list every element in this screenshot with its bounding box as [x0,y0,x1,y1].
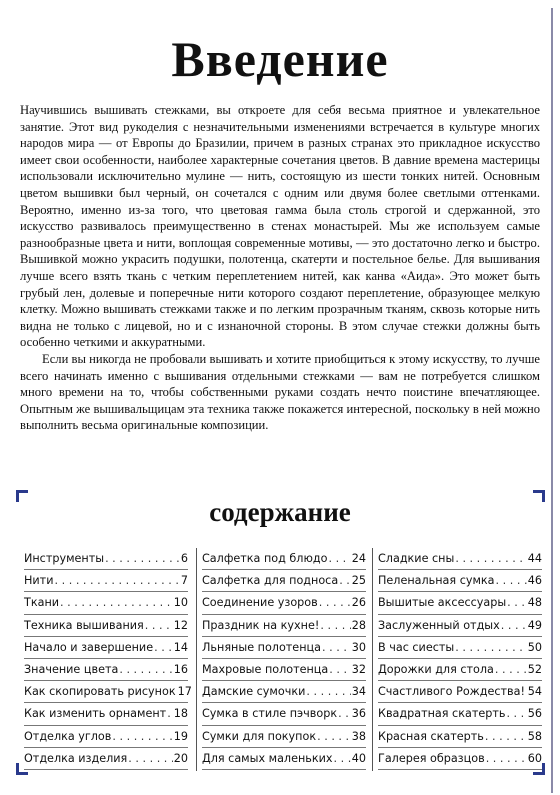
toc-column-divider [372,548,373,771]
toc-leader-dots [338,707,351,720]
toc-entry-label: Праздник на кухне! [202,618,320,632]
toc-entry-label: Дорожки для стола [378,662,494,676]
toc-entry-page: 10 [173,596,188,610]
toc-entry-page: 36 [351,707,366,721]
toc-leader-dots [320,619,350,632]
toc-entry[interactable] [378,570,542,592]
intro-paragraph: Научившись вышивать стежками, вы откроете для себя весьма приятное и увлекательное занятие. Этот вид рукоделия с незначительными изменениями встречается в культуре многих народов мира — от Европы до Бразилии, причем в разных странах это прикладное искусство имеет свои особенности, наиболее характерные сочетания цветов. В давние времена мастерицы использовали исключительно мулине — нить, состоящую из шести тонких нитей. Основным цветом вышивки был черный, он сочетался с одним или двумя более светлыми оттенками. Вероятно, именно из-за того, что цветовая гамма была столь строгой и сдержанной, это искусство развивалось преимущественно в стенах монастырей. Мы же используем самые разнообразные цвета и нити, воплощая современные мотивы, — это достаточно легко и быстро. Вышивкой можно украсить подушки, полотенца, скатерти и постельное белье. Для вышивания лучше всего взять ткань с четким переплетением нитей, как канва «Аида». Это может быть грубый лен, долевые и поперечные нити которого создают переплетение, образующее мелкую клетку. Можно вышивать стежками также и по легким прозрачным тканям, сквозь которые нить видна не только с лицевой, но и с изнаночной стороны. В этом случае стежки должны быть особенно четкими и аккуратными. [20,103,540,350]
toc-entry-label: Отделка углов [24,729,112,743]
toc-entry-label: Счастливого Рождества! [378,685,525,699]
toc-entry[interactable] [202,592,366,614]
page-edge-rule [551,8,553,793]
toc-entry-label: Льняные полотенца [202,640,321,654]
intro-text [20,102,540,434]
toc-heading: содержание [209,497,351,527]
toc-entry[interactable] [24,703,188,725]
toc-entry[interactable] [378,726,542,748]
toc-entry-page: 49 [527,618,542,632]
toc-entry-page: 60 [527,751,542,765]
toc-leader-dots [485,730,527,743]
toc-entry[interactable] [378,548,542,570]
toc-entry[interactable] [202,548,366,570]
toc-entry-label: Как изменить орнамент [24,707,167,721]
toc-entry-label: Салфетка под блюдо [202,552,328,565]
toc-entry[interactable] [378,703,542,725]
toc-entry-label: Сумка в стиле пэчворк [202,707,338,721]
toc-entry-label: Сладкие сны [378,552,455,565]
toc-entry-page: 17 [177,685,192,699]
toc-entry-page: 38 [351,729,366,743]
toc-leader-dots [128,752,173,765]
toc-entry[interactable] [378,637,542,659]
toc-leader-dots [112,730,172,743]
toc-entry-page: 6 [180,552,188,565]
toc-leader-dots [495,663,527,676]
toc-entry[interactable] [202,659,366,681]
toc-entry[interactable] [378,659,542,681]
toc-entry[interactable] [202,570,366,592]
toc-entry[interactable] [378,592,542,614]
toc-entry[interactable] [378,681,542,703]
toc-leader-dots [501,619,527,632]
toc-entry[interactable] [24,615,188,637]
toc-leader-dots [507,596,527,609]
toc-leader-dots [154,641,173,654]
toc-entry[interactable] [202,637,366,659]
toc-entry-label: Дамские сумочки [202,685,306,699]
toc-entry[interactable] [24,726,188,748]
toc-leader-dots [60,596,173,609]
toc-entry-label: Махровые полотенца [202,662,329,676]
toc-leader-dots [328,552,350,565]
toc-entry-page: 54 [527,685,542,699]
toc-entry-label: Для самых маленьких [202,751,333,765]
toc-entry[interactable] [24,592,188,614]
toc-entry-label: Начало и завершение [24,640,154,654]
toc-entry-label: Квадратная скатерть [378,707,506,721]
toc-leader-dots [455,641,527,654]
toc-leader-dots [506,707,526,720]
toc-entry-page: 46 [527,574,542,588]
toc-column-divider [196,548,197,771]
toc-leader-dots [319,596,351,609]
toc-entry-page: 44 [527,552,542,565]
toc-leader-dots [496,574,527,587]
toc-entry[interactable] [202,726,366,748]
page-title: Введение [171,31,389,87]
toc-entry-page: 56 [527,707,542,721]
toc-entry[interactable] [24,570,188,592]
toc-entry-page: 50 [527,640,542,654]
toc-entry-page: 52 [527,662,542,676]
toc-leader-dots [334,752,351,765]
toc-entry[interactable] [202,748,366,770]
toc-leader-dots [526,685,527,698]
toc-entry-label: Пеленальная сумка [378,574,495,588]
toc-entry[interactable] [24,748,188,770]
toc-entry[interactable] [24,681,192,703]
toc-leader-dots [145,619,173,632]
toc-leader-dots [167,707,173,720]
toc-entry-label: Значение цвета [24,662,119,676]
toc-leader-dots [339,574,351,587]
toc-leader-dots [119,663,172,676]
toc-leader-dots [306,685,350,698]
toc-entry[interactable] [24,637,188,659]
toc-entry[interactable] [378,615,542,637]
toc-entry-page: 48 [527,596,542,610]
toc-entry-page: 19 [173,729,188,743]
toc-leader-dots [317,730,351,743]
toc-entry[interactable] [378,748,542,770]
toc-entry[interactable] [24,548,188,570]
toc-entry-label: Сумки для покупок [202,729,317,743]
toc-entry-label: Нити [24,574,54,588]
toc-leader-dots [455,552,526,565]
toc-entry-page: 7 [180,574,188,588]
toc-entry-label: Галерея образцов [378,751,485,765]
toc-entry-label: Техника вышивания [24,618,144,632]
toc-entry-page: 32 [351,662,366,676]
toc-entry-page: 26 [351,596,366,610]
toc-entry-page: 24 [351,552,366,565]
toc-entry-page: 16 [173,662,188,676]
toc-entry[interactable] [202,681,366,703]
toc-entry-page: 30 [351,640,366,654]
toc-leader-dots [329,663,350,676]
toc-leader-dots [486,752,527,765]
toc-entry-label: В час сиесты [378,640,455,654]
toc-column-3 [378,548,542,770]
toc-column-1 [24,548,192,770]
toc-column-2 [202,548,366,770]
toc-entry[interactable] [24,659,188,681]
toc-entry-label: Заслуженный отдых [378,618,500,632]
toc-entry-page: 14 [173,640,188,654]
toc-entry[interactable] [202,703,366,725]
toc-entry-label: Соединение узоров [202,596,318,610]
toc-entry-page: 25 [351,574,366,588]
toc-entry-label: Как скопировать рисунок [24,685,176,699]
toc-entry-label: Салфетка для подноса [202,574,339,588]
toc-entry-page: 40 [351,751,366,765]
toc-entry-page: 58 [527,729,542,743]
toc-entry-page: 28 [351,618,366,632]
toc-leader-dots [322,641,351,654]
toc-entry-label: Вышитые аксессуары [378,596,507,610]
toc-entry-label: Красная скатерть [378,729,484,743]
toc-leader-dots [105,552,180,565]
intro-paragraph: Если вы никогда не пробовали вышивать и хотите приобщиться к этому искусству, то лучше всего начинать именно с вышивания отдельными стежками — вам не потребуется слишком много времени на то, чтобы собственными руками создать нечто поистине впечатляющее. Опытным же вышивальщицам эта техника также покажется интересной, поскольку в ней можно выполнить весьма оригинальные композиции. [20,351,540,433]
toc-entry-page: 20 [173,751,188,765]
toc-entry-label: Отделка изделия [24,751,128,765]
toc-entry-page: 18 [173,707,188,721]
toc-entry-label: Ткани [24,596,60,610]
toc-entry-page: 12 [173,618,188,632]
toc-entry[interactable] [202,615,366,637]
toc-entry-label: Инструменты [24,552,105,565]
toc-entry-page: 34 [351,685,366,699]
toc-leader-dots [54,574,179,587]
